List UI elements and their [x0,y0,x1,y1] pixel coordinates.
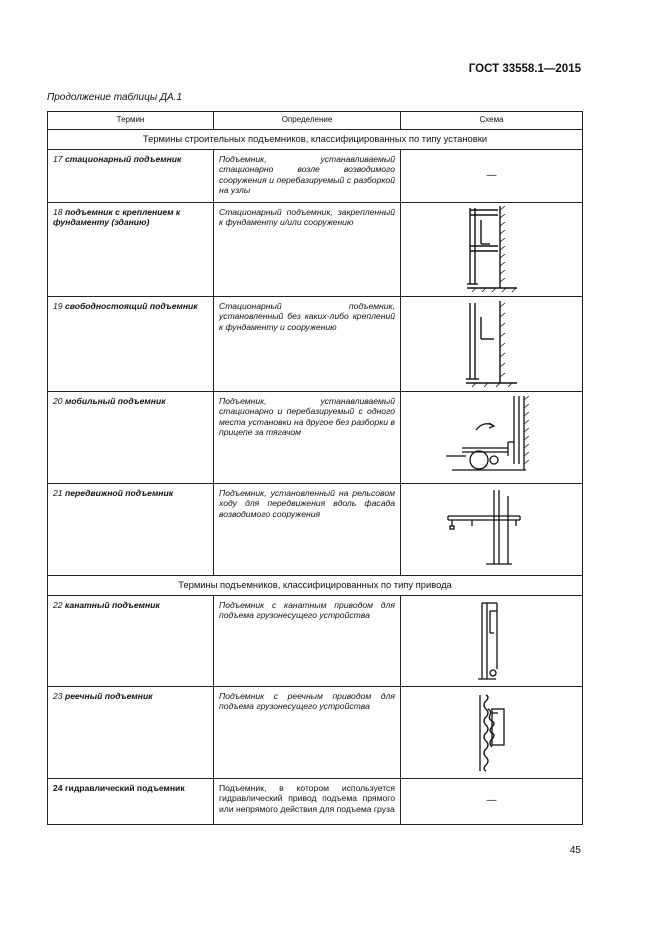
schema-dash: — [486,169,497,181]
term-cell: 22 канатный подъемник [48,595,214,686]
term-cell: 20 мобильный подъемник [48,391,214,483]
fixed-lift-diagram [462,204,522,294]
term-cell: 23 реечный подъемник [48,686,214,778]
mobile-lift-diagram [442,394,542,480]
table-row [48,296,583,391]
column-header-schema: Схема [401,112,583,130]
schema-cell [401,202,583,296]
rack-lift-diagram [462,689,522,775]
definition-cell: Подъемник, устанавливаемый стационарно возле возводимого сооружения и перебазируемый с разборкой на узлы [214,149,401,202]
schema-cell [401,483,583,575]
table-row [48,778,583,824]
schema-cell [401,296,583,391]
schema-cell [401,778,583,824]
table-row [48,391,583,483]
schema-cell [401,595,583,686]
rope-lift-diagram [462,599,522,683]
schema-cell [401,686,583,778]
section-title: Термины строительных подъемников, классифицированных по типу установки [48,129,583,149]
section-row-drive [48,575,583,595]
definition-cell: Стационарный подъемник, закрепленный к фундаменту и/или сооружению [214,202,401,296]
definition-cell: Подъемник с реечным приводом для подъема грузонесущего устройства [214,686,401,778]
term-cell: 24 гидравлический подъемник [48,778,214,824]
terms-table [47,111,583,825]
table-caption: Продолжение таблицы ДА.1 [47,92,183,103]
definition-cell: Стационарный подъемник, установленный без каких-либо креплений к фундаменту и сооружению [214,296,401,391]
term-cell: 17 стационарный подъемник [48,149,214,202]
column-header-term: Термин [48,112,214,130]
schema-cell [401,391,583,483]
section-row-installation [48,129,583,149]
schema-cell [401,149,583,202]
document-code: ГОСТ 33558.1—2015 [468,63,581,75]
table-row [48,202,583,296]
definition-cell: Подъемник, установленный на рельсовом ходу для передвижения вдоль фасада возводимого сооружения [214,483,401,575]
column-header-definition: Определение [214,112,401,130]
freestanding-lift-diagram [462,299,522,389]
table-row [48,595,583,686]
section-title: Термины подъемников, классифицированных по типу привода [48,575,583,595]
table-row [48,483,583,575]
table-row [48,149,583,202]
definition-cell: Подъемник, устанавливаемый стационарно и перебазируемый с одного места установки на другое без разборки в прицепе за тягачом [214,391,401,483]
rail-lift-diagram [442,486,542,572]
term-cell: 18 подъемник с креплением к фундаменту (зданию) [48,202,214,296]
term-cell: 19 свободностоящий подъемник [48,296,214,391]
term-cell: 21 передвижной подъемник [48,483,214,575]
page-number: 45 [569,845,581,856]
table-row [48,686,583,778]
definition-cell: Подъемник с канатным приводом для подъема грузонесущего устройства [214,595,401,686]
schema-dash: — [486,795,497,807]
definition-cell: Подъемник, в котором используется гидравлический привод подъема прямого или непрямого действия для подъема груза [214,778,401,824]
table-header-row [48,112,583,130]
